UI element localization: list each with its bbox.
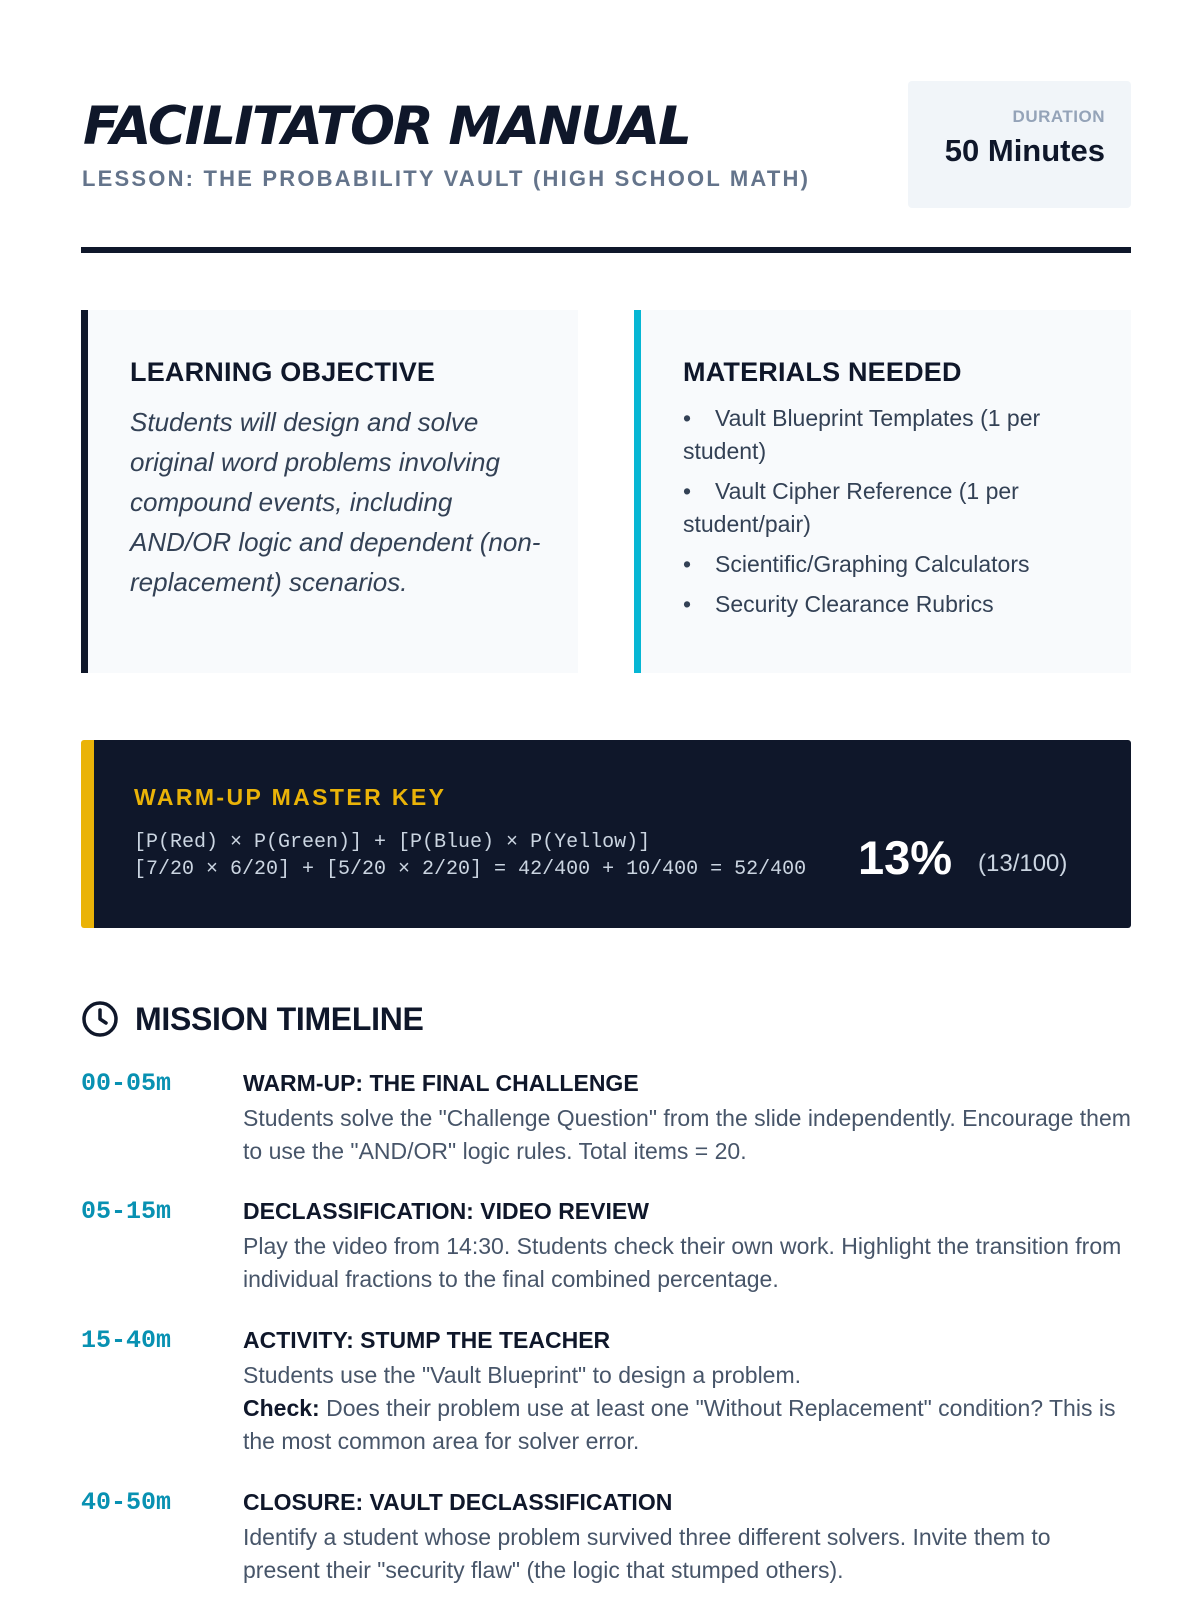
timeline-time: 15-40m [81,1326,172,1355]
warmup-title: WARM-UP MASTER KEY [134,784,447,810]
page-title: FACILITATOR MANUAL [83,96,690,157]
formula-line: [7/20 × 6/20] + [5/20 × 2/20] = 42/400 + 10/400 = 52/400 [134,858,807,881]
timeline-time: 40-50m [81,1488,172,1517]
timeline-title: MISSION TIMELINE [135,1001,424,1037]
facilitator-manual-page [81,0,1131,1583]
list-item: • Vault Cipher Reference (1 per student/pair) [683,478,1019,537]
duration-label: DURATION [1012,107,1105,126]
timeline-time: 00-05m [81,1069,172,1098]
check-label: Check: [243,1395,320,1421]
materials-title: MATERIALS NEEDED [683,357,962,387]
duration-box [908,81,1131,208]
formula-line: [P(Red) × P(Green)] + [P(Blue) × P(Yellow)] [134,831,651,854]
warmup-fraction: (13/100) [978,850,1068,877]
warmup-master-key [81,740,1131,928]
timeline-heading: WARM-UP: THE FINAL CHALLENGE [243,1070,639,1096]
timeline-time: 05-15m [81,1197,172,1226]
timeline-description: Identify a student whose problem survived three different solvers. Invite them to present their "security flaw" (the logic that stumped others). [243,1524,1051,1583]
timeline-description: Students solve the "Challenge Question" from the slide independently. Encourage them to use the "AND/OR" logic rules. Total items = 20. [243,1105,1131,1164]
objective-text: Students will design and solve original word problems involving compound events, including AND/OR logic and dependent (non-replacement) scenarios. [130,407,541,597]
materials-list [683,402,1101,621]
timeline-heading: CLOSURE: VAULT DECLASSIFICATION [243,1489,673,1515]
warmup-percent: 13% [858,831,953,884]
learning-objective-card [81,310,578,673]
list-item: • Security Clearance Rubrics [683,591,994,617]
clock-icon [81,1000,119,1038]
lesson-subtitle: LESSON: THE PROBABILITY VAULT (HIGH SCHOOL MATH) [82,166,811,191]
warmup-formula [134,829,806,883]
timeline-heading: ACTIVITY: STUMP THE TEACHER [243,1327,611,1353]
timeline-description: Play the video from 14:30. Students check their own work. Highlight the transition from individual fractions to the final combined percentage. [243,1233,1122,1292]
header-divider [81,247,1131,253]
materials-card [634,310,1131,673]
page-header [81,0,1131,254]
list-item: • Scientific/Graphing Calculators [683,551,1030,577]
timeline-description: Students use the "Vault Blueprint" to design a problem. Check: Does their problem use at least one "Without Replacement" condition? This is the most common area for solver error. [243,1362,1116,1454]
duration-value: 50 Minutes [944,133,1105,168]
list-item: • Vault Blueprint Templates (1 per student) [683,405,1041,464]
info-cards [81,310,1131,673]
timeline-heading: DECLASSIFICATION: VIDEO REVIEW [243,1198,649,1224]
objective-title: LEARNING OBJECTIVE [130,357,436,387]
